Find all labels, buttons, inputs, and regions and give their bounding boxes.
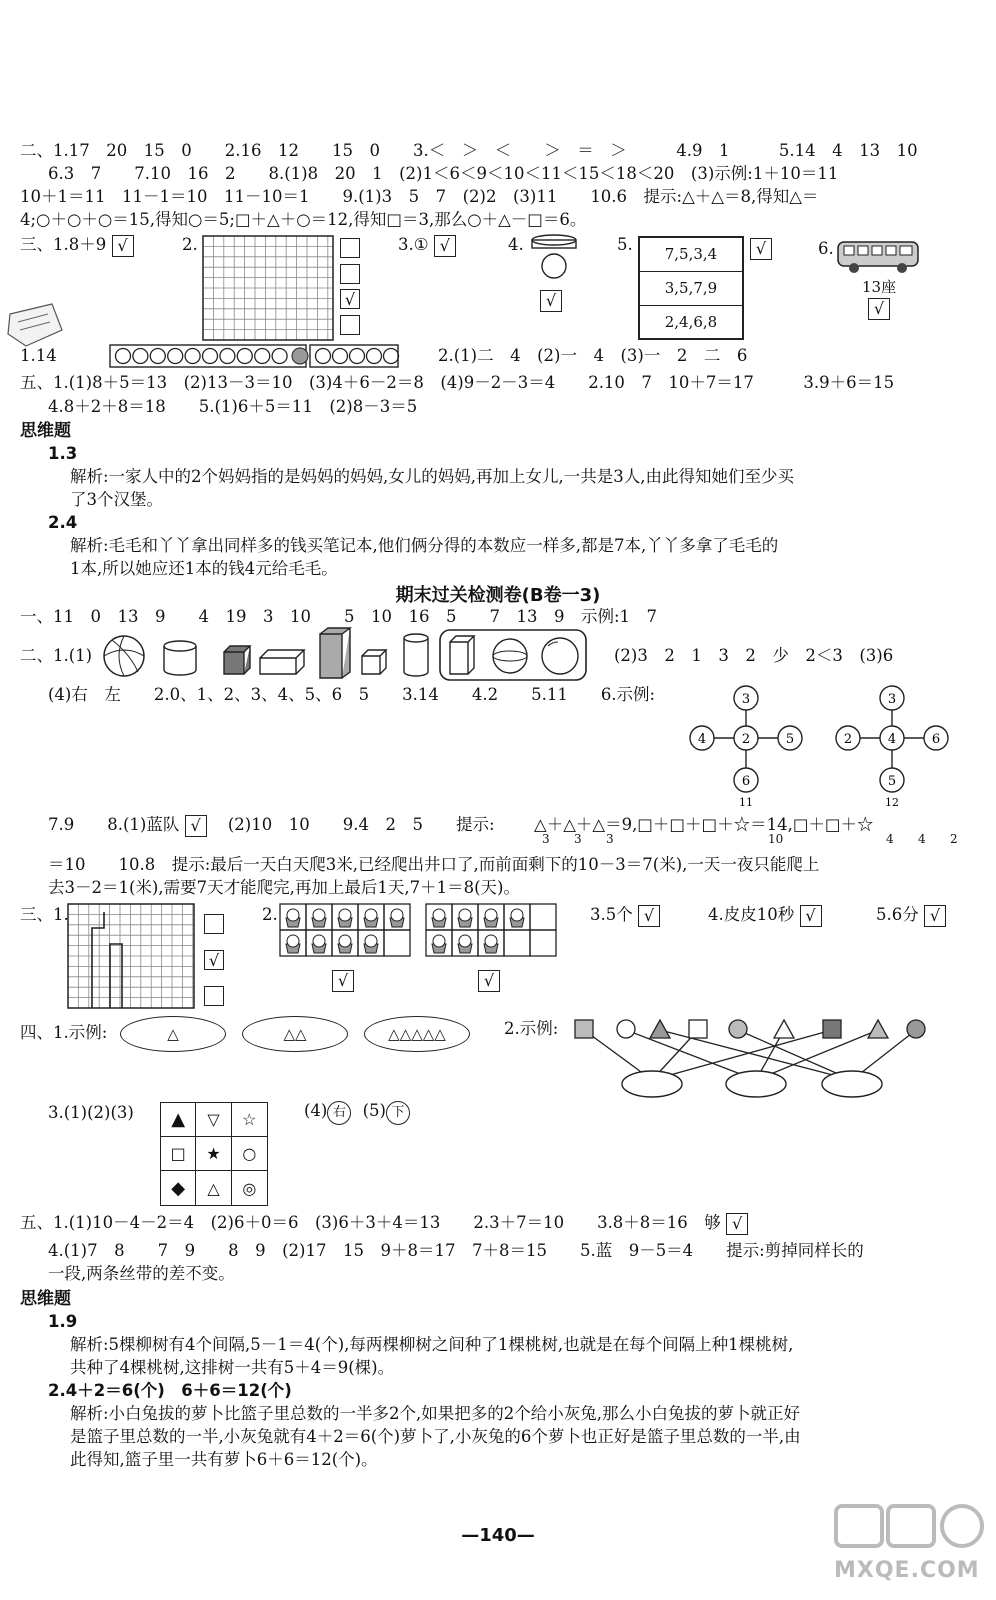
answer-check-box: √ [540,290,562,312]
cross2-bottom: 5 [887,774,897,789]
b-s4-item-3-label: 3.(1)(2)(3) [48,1103,134,1122]
bead-counter-figure [110,344,400,368]
b-s3-item-2-label: 2. [262,905,278,924]
answer-check-box: √ [638,905,660,927]
triangle-group-ellipse-3: △△△△△ [364,1016,470,1052]
answer-check-box: √ [478,970,500,992]
number-cross-diagram-1 [686,684,806,809]
symbol-cell: ★ [196,1137,231,1171]
b-s2-line-2: (4)右 左 2.0、1、2、3、4、5、6 5 3.14 4.2 5.11 6.示例: [48,685,656,704]
b-s2-line-3-rest: (2)10 10 9.4 2 5 提示: [227,815,495,834]
b-think-explanation-2b: 是篮子里总数的一半,小灰兔就有4＋2＝6(个)萝卜了,小灰兔的6个萝卜也正好是篮子里总数的一半,由 [70,1427,801,1446]
think-answer-1: 1.3 [48,444,78,463]
cupcake-tray-figure-2 [426,904,556,956]
test-title: 期末过关检测卷(B卷一3) [395,585,601,606]
hint-denominator: 4 [918,832,926,846]
cross1-right: 5 [785,732,795,747]
answer-check-box: √ [800,905,822,927]
s3-item-5-label: 5. [617,235,633,254]
b-s3-grid-figure [68,904,194,1008]
s3-option-box-3: √ [340,289,360,309]
b-s2-item-1-rest: (2)3 2 1 3 2 少 2＜3 (3)6 [614,646,894,665]
number-card-row: 2,4,6,8 [664,313,718,331]
b-s5-line-3: 一段,两条丝带的差不变。 [48,1264,235,1283]
b-s3-item-3-text: 3.5个 [590,905,633,924]
b-s4-sub-4-label: (4) [304,1101,328,1120]
b-s5-line-1-text: 五、1.(1)10－4－2＝4 (2)6＋0＝6 (3)6＋3＋4＝13 2.3＋7＝10 3.8＋8＝16 够 [20,1213,721,1232]
b-think-explanation-1b: 共种了4棵桃树,这排树一共有5＋4＝9(棵)。 [70,1358,395,1377]
answer-check-box: √ [868,298,890,320]
hint-denominator: 4 [886,832,894,846]
cross1-sum: 11 [739,796,753,809]
b-s3-item-5 [876,904,946,927]
hint-denominator: 3 [606,832,614,846]
hint-denominator: 3 [574,832,582,846]
cross2-center: 4 [887,732,897,747]
answer-check-box: √ [434,235,456,257]
b-think-answer-1: 1.9 [48,1312,78,1331]
b-s3-item-3 [590,904,660,927]
shape-matching-figure [574,1018,934,1100]
cross2-left: 2 [843,732,853,747]
cross1-bottom: 6 [741,774,751,789]
answer-check-box: √ [924,905,946,927]
symbol-cell: ▽ [196,1103,231,1137]
cross2-top: 3 [887,692,897,707]
bus-seat-caption: 13座 [862,278,897,296]
s3-option-box-4 [340,315,360,335]
think-explanation-1a: 解析:一家人中的2个妈妈指的是妈妈的妈妈,女儿的妈妈,再加上女儿,一共是3人,由此得知她们至少买 [70,467,795,486]
cross1-top: 3 [741,692,751,707]
s3-item-4-label: 4. [508,235,524,254]
b-think-explanation-1a: 解析:5棵柳树有4个间隔,5－1＝4(个),每两棵柳树之间种了1棵桃树,也就是在每个间隔上种1棵桃树, [70,1335,794,1354]
b-s2-item-1-label: 二、1.(1) [20,646,93,665]
s5-line-2: 4.8＋2＋8＝18 5.(1)6＋5＝11 (2)8－3＝5 [48,397,418,416]
hint-denominator: 2 [950,832,958,846]
watermark-icon [830,1500,990,1560]
b-s3-option-box-1 [204,914,224,934]
symbol-cell: ◎ [242,1178,257,1198]
answer-check-box: √ [750,238,772,260]
s3-item-1-text: 三、1.8＋9 [20,235,107,254]
b-think-explanation-2c: 此得知,篮子里一共有萝卜6＋6＝12(个)。 [70,1450,378,1469]
circled-answer-down: 下 [386,1101,410,1125]
cross2-right: 6 [931,732,941,747]
number-card-table [638,236,744,340]
s3-option-box-2 [340,264,360,284]
s3-item-3 [398,234,456,257]
s3-item-3-text: 3.① [398,235,429,254]
b-s2-hint-equations: △＋△＋△＝9,□＋□＋□＋☆＝14,□＋□＋☆ [534,815,874,834]
b-s3-option-box-3 [204,986,224,1006]
cross1-center: 2 [741,732,751,747]
b-s4-item-1-label: 四、1.示例: [20,1023,108,1042]
symbol-cell: ▲ [161,1103,196,1137]
number-cross-diagram-2 [832,684,952,809]
circled-answer-right: 右 [327,1101,351,1125]
b-think-heading: 思维题 [20,1289,71,1309]
s4-item-2-text: 2.(1)二 4 (2)一 4 (3)一 2 二 6 [438,346,748,365]
hint-denominator: 3 [542,832,550,846]
s3-grid-figure [203,236,333,340]
b-s3-option-box-2: √ [204,950,224,970]
symbol-cell: ○ [232,1137,267,1171]
stacked-solids-icon [528,234,584,282]
s4-item-1-text: 1.14 [20,346,57,365]
think-explanation-1b: 了3个汉堡。 [70,490,163,509]
s5-line-1: 五、1.(1)8＋5＝13 (2)13－3＝10 (3)4＋6－2＝8 (4)9－2－3＝4 2.10 7 10＋7＝17 3.9＋6＝15 [20,373,895,392]
b-think-explanation-2a: 解析:小白兔拔的萝卜比篮子里总数的一半多2个,如果把多的2个给小灰兔,那么小白兔拔的萝卜就正好 [70,1404,801,1423]
b-s3-item-4 [708,904,822,927]
sec-a-line-4: 4;○＋○＋○＝15,得知○＝5;□＋△＋○＝12,得知□＝3,那么○＋△－□＝6。 [20,210,587,229]
answer-check-box: √ [332,970,354,992]
answer-check-box: √ [185,815,207,837]
b-s5-line-2: 4.(1)7 8 7 9 8 9 (2)17 15 9＋8＝17 7＋8＝15 5.蓝 9－5＝4 提示:剪掉同样长的 [48,1241,864,1260]
watermark-logo [830,1500,990,1590]
b-s3-item-5-text: 5.6分 [876,905,919,924]
b-s3-item-1-label: 三、1. [20,905,69,924]
watermark-text: MXQE.COM [834,1558,980,1583]
b-s4-item-2-label: 2.示例: [504,1019,559,1038]
s3-option-box-1 [340,238,360,258]
b-s5-line-1 [20,1212,748,1235]
triangle-group-ellipse-2: △△ [242,1016,348,1052]
answer-check-box: √ [726,1213,748,1235]
symbol-cell: △ [196,1171,231,1205]
symbol-cell: ◆ [161,1171,196,1205]
sec-a-line-2: 6.3 7 7.10 16 2 8.(1)8 20 1 (2)1＜6＜9＜10＜11＜15＜18＜20 (3)示例:1＋10＝11 [48,164,839,183]
think-explanation-2a: 解析:毛毛和丫丫拿出同样多的钱买笔记本,他们俩分得的本数应一样多,都是7本,丫丫多拿了毛毛的 [70,536,779,555]
s3-item-1 [20,234,134,257]
bus-icon [836,240,922,276]
s3-item-2-label: 2. [182,235,198,254]
symbol-grid [160,1102,268,1206]
b-s3-item-4-text: 4.皮皮10秒 [708,905,795,924]
cross2-sum: 12 [885,796,899,809]
b-s2-line-5: 去3－2＝1(米),需要7天才能爬完,再加上最后1天,7＋1＝8(天)。 [48,878,520,897]
solid-shapes-figure [100,626,590,684]
symbol-cell: ☆ [232,1103,267,1137]
sec-a-line-1: 二、1.17 20 15 0 2.16 12 15 0 3.＜ ＞ ＜ ＞ ＝ ＞ 4.9 1 5.14 4 13 10 [20,141,918,160]
b-s2-line-3 [48,814,495,837]
s3-item-6-label: 6. [818,239,834,258]
think-answer-2: 2.4 [48,513,78,532]
think-explanation-2b: 1本,所以她应还1本的钱4元给毛毛。 [70,559,338,578]
b-s4-item-3-answers [304,1100,410,1125]
section-four-stamp-icon [4,300,64,350]
think-heading: 思维题 [20,421,71,441]
cross1-left: 4 [697,732,707,747]
page-number: —140— [461,1525,535,1546]
answer-check-box: √ [112,235,134,257]
b-s2-line-4: ＝10 10.8 提示:最后一天白天爬3米,已经爬出井口了,而前面剩下的10－3＝7(米),一天一夜只能爬上 [48,855,820,874]
triangle-group-ellipse-1: △ [120,1016,226,1052]
number-card-row: 7,5,3,4 [640,238,742,272]
hint-denominator: 10 [768,832,784,846]
b-section-1: 一、11 0 13 9 4 19 3 10 5 10 16 5 7 13 9 示例:1 7 [20,607,658,626]
cupcake-tray-figure-1 [280,904,410,956]
b-s4-sub-5-label: (5) [362,1101,386,1120]
sec-a-line-3: 10＋1＝11 11－1＝10 11－10＝1 9.(1)3 5 7 (2)2 (3)11 10.6 提示:△＋△＝8,得知△＝ [20,187,819,206]
b-think-answer-2: 2.4＋2＝6(个) 6＋6＝12(个) [48,1381,292,1400]
symbol-cell: □ [161,1137,196,1171]
b-s2-line-3-text: 7.9 8.(1)蓝队 [48,815,180,834]
number-card-row: 3,5,7,9 [640,272,742,306]
